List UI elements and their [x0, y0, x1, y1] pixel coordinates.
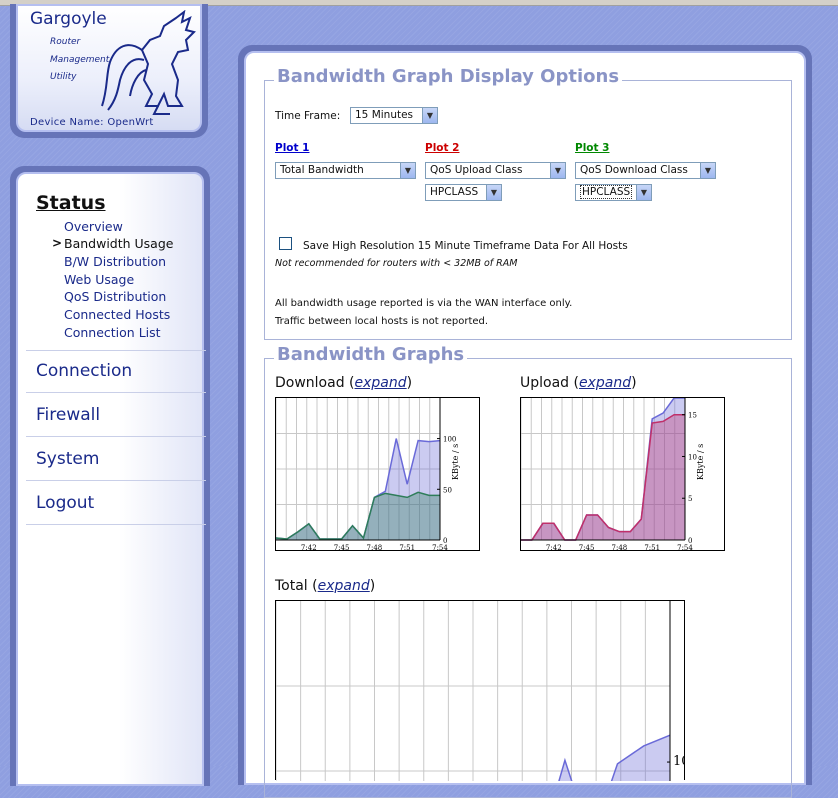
x-tick-label: 7:42	[545, 544, 562, 550]
x-tick-label: 7:42	[300, 544, 317, 550]
total-chart	[276, 601, 684, 781]
nav-item-bw-distribution[interactable]: B/W Distribution	[64, 254, 167, 269]
plot3-id-value: HPCLASS	[582, 186, 631, 198]
local-traffic-note: Traffic between local hosts is not reported.	[275, 316, 489, 327]
plot1-type-value: Total Bandwidth	[280, 164, 364, 176]
plot2-type-value: QoS Upload Class	[430, 164, 523, 176]
wan-note: All bandwidth usage reported is via the WAN interface only.	[275, 298, 573, 309]
chevron-down-icon: ▼	[422, 108, 437, 123]
total-title-text: Total	[275, 578, 308, 594]
chevron-down-icon: ▼	[636, 185, 651, 200]
upload-title-text: Upload	[520, 375, 570, 391]
nav-item-bandwidth-usage[interactable]: Bandwidth Usage	[64, 236, 174, 251]
plot1-label: Plot 1	[275, 142, 310, 154]
nav-item-system[interactable]: System	[36, 449, 100, 469]
y-axis-label: KByte / s	[696, 443, 705, 481]
plot3-label: Plot 3	[575, 142, 610, 154]
time-frame-value: 15 Minutes	[355, 109, 414, 121]
bandwidth-graphs-legend: Bandwidth Graphs	[274, 344, 467, 365]
app-title: Gargoyle	[30, 9, 107, 29]
y-axis-label: KByte / s	[451, 443, 460, 481]
app-subtitle-line: Router	[50, 37, 81, 47]
x-tick-label: 7:48	[366, 544, 383, 550]
download-title-text: Download	[275, 375, 345, 391]
logo-panel	[10, 4, 208, 138]
chevron-down-icon: ▼	[400, 163, 415, 178]
download-graph	[275, 397, 480, 551]
nav-item-logout[interactable]: Logout	[36, 493, 95, 513]
plot3-id-select[interactable]	[575, 184, 652, 201]
nav-item-connection[interactable]: Connection	[36, 361, 133, 381]
x-tick-label: 7:54	[432, 544, 448, 550]
nav-item-connection-list[interactable]: Connection List	[64, 325, 161, 340]
x-tick-label: 7:51	[399, 544, 416, 550]
chevron-down-icon: ▼	[700, 163, 715, 178]
plot2-id-select[interactable]	[425, 184, 502, 201]
nav-divider	[26, 392, 206, 393]
plot3-type-select[interactable]	[575, 162, 716, 179]
x-tick-label: 7:45	[333, 544, 350, 550]
display-options-legend: Bandwidth Graph Display Options	[274, 66, 622, 87]
y-tick-label: 0	[443, 537, 448, 545]
plot3-type-value: QoS Download Class	[580, 164, 688, 176]
save-high-res-label: Save High Resolution 15 Minute Timeframe Data For All Hosts	[303, 240, 628, 252]
y-tick-label: 100	[443, 435, 457, 444]
upload-chart	[521, 398, 724, 550]
nav-item-firewall[interactable]: Firewall	[36, 405, 101, 425]
time-frame-label: Time Frame:	[275, 110, 341, 122]
nav-divider	[26, 480, 206, 481]
gargoyle-logo-icon	[98, 10, 198, 118]
upload-expand-link[interactable]: expand	[578, 375, 632, 391]
nav-divider	[26, 350, 206, 351]
y-tick-label: 50	[443, 486, 452, 495]
app-subtitle-line: Utility	[50, 72, 77, 82]
y-tick-label: 10	[688, 453, 697, 462]
save-high-res-checkbox[interactable]	[279, 237, 292, 250]
total-graph	[275, 600, 685, 780]
chevron-down-icon: ▼	[550, 163, 565, 178]
nav-section-status[interactable]: Status	[36, 192, 106, 214]
nav-divider	[26, 436, 206, 437]
download-expand-link[interactable]: expand	[354, 375, 407, 391]
x-tick-label: 7:54	[677, 544, 693, 550]
app-subtitle-line: Management	[50, 55, 110, 65]
x-tick-label: 7:45	[578, 544, 595, 550]
sidebar	[10, 166, 210, 786]
ram-warning: Not recommended for routers with < 32MB of RAM	[275, 258, 518, 269]
y-tick-label: 1	[673, 754, 682, 770]
total-expand-link[interactable]: expand	[317, 578, 370, 594]
nav-item-overview[interactable]: Overview	[64, 219, 123, 234]
y-tick-label: 15	[688, 411, 697, 420]
nav-item-connected-hosts[interactable]: Connected Hosts	[64, 307, 171, 322]
nav-item-qos-distribution[interactable]: QoS Distribution	[64, 289, 167, 304]
plot2-type-select[interactable]	[425, 162, 566, 179]
plot2-label: Plot 2	[425, 142, 460, 154]
upload-graph	[520, 397, 725, 551]
plot1-type-select[interactable]	[275, 162, 416, 179]
nav-item-web-usage[interactable]: Web Usage	[64, 272, 135, 287]
x-tick-label: 7:48	[611, 544, 628, 550]
time-frame-select[interactable]	[350, 107, 438, 124]
chevron-down-icon: ▼	[486, 185, 501, 200]
download-chart	[276, 398, 479, 550]
plot2-id-value: HPCLASS	[430, 186, 479, 198]
upload-graph-title: Upload (expand)	[520, 375, 637, 391]
total-graph-title: Total (expand)	[275, 578, 376, 594]
y-tick-label: 5	[688, 495, 693, 504]
x-tick-label: 7:51	[644, 544, 661, 550]
content-panel	[238, 45, 812, 785]
device-name: Device Name: OpenWrt	[30, 117, 154, 128]
nav-divider	[26, 524, 206, 525]
y-tick-label: 0	[688, 537, 693, 545]
download-graph-title: Download (expand)	[275, 375, 413, 391]
active-item-marker: >	[52, 236, 63, 250]
